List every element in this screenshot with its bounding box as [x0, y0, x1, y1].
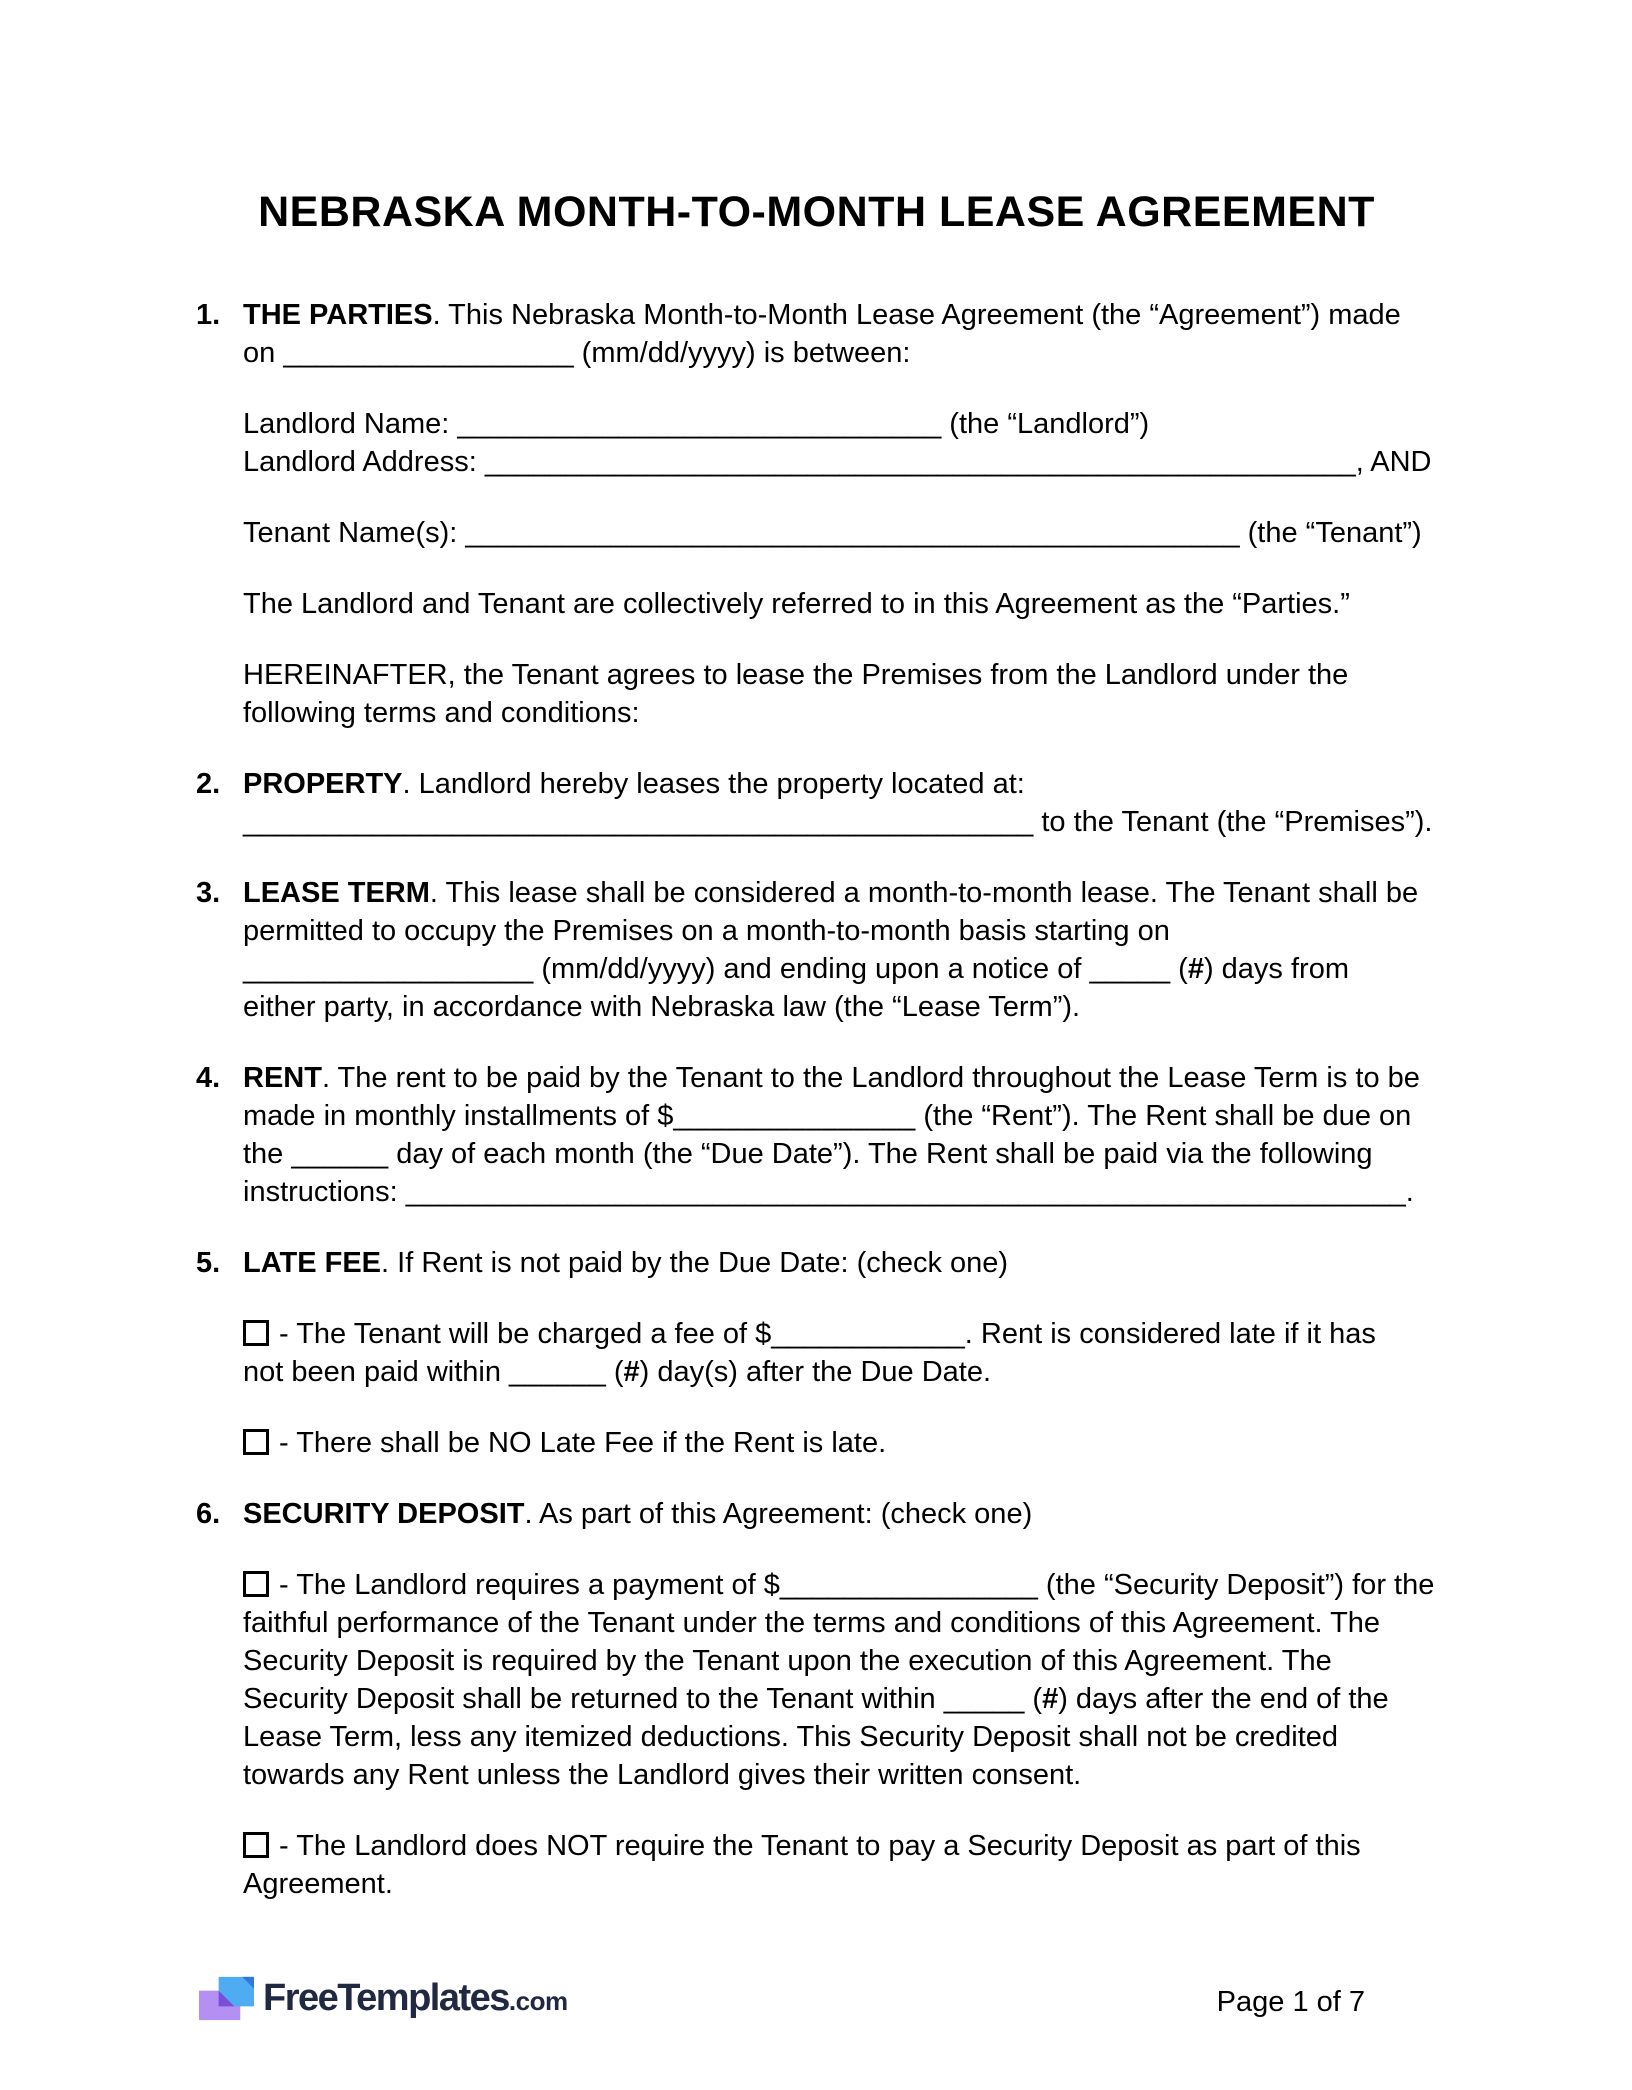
text-run: Landlord Address: ______________________________________________________, AND — [243, 446, 1432, 478]
text-run: on __________________ (mm/dd/yyyy) is between: — [243, 337, 911, 369]
text-run: . This Nebraska Month-to-Month Lease Agreement (the “Agreement”) made — [432, 299, 1401, 331]
text-run: instructions: ______________________________________________________________. — [243, 1176, 1414, 1208]
text-run: Security Deposit shall be returned to the Tenant within _____ ( — [243, 1683, 1043, 1715]
section-number: 1. — [196, 299, 221, 331]
text-run: - The Tenant will be charged a fee of $____________. Rent is considered late if it has — [279, 1318, 1376, 1350]
paragraph — [243, 874, 1437, 1026]
text-line — [243, 1173, 1437, 1211]
section-body — [243, 765, 1437, 841]
text-line — [243, 1604, 1437, 1642]
text-run: LEASE TERM — [243, 877, 430, 909]
section-body — [243, 296, 1437, 732]
text-run: - There shall be NO Late Fee if the Rent is late. — [279, 1427, 887, 1459]
text-run: made in monthly installments of $_______________ (the “Rent”). The Rent shall be due on — [243, 1100, 1412, 1132]
section-1 — [196, 296, 1437, 732]
text-line — [243, 1642, 1437, 1680]
text-run: __________________ (mm/dd/yyyy) and ending upon a notice of _____ ( — [243, 953, 1188, 985]
text-run: Lease Term, less any itemized deductions. This Security Deposit shall not be credited — [243, 1721, 1339, 1753]
text-run: PROPERTY — [243, 768, 403, 800]
text-run: Agreement. — [243, 1868, 393, 1900]
checkbox[interactable] — [243, 1832, 269, 1858]
text-run: _________________________________________________ to the Tenant (the “Premises”). — [243, 806, 1433, 838]
page-indicator: Page 1 of 7 — [1216, 1986, 1365, 2018]
section-body — [243, 1059, 1437, 1211]
text-line — [243, 296, 1437, 334]
paragraph — [243, 514, 1437, 552]
text-line — [243, 1718, 1437, 1756]
section-number: 4. — [196, 1062, 221, 1094]
text-run: LATE FEE — [243, 1247, 382, 1279]
text-run: # — [1042, 1683, 1059, 1715]
text-line — [243, 1865, 1437, 1903]
text-line — [243, 1756, 1437, 1794]
paragraph — [243, 405, 1437, 481]
text-run: ) day(s) after the Due Date. — [639, 1356, 992, 1388]
text-run: permitted to occupy the Premises on a month-to-month basis starting on — [243, 915, 1170, 947]
section-number: 5. — [196, 1247, 221, 1279]
section-body — [243, 1244, 1437, 1462]
section-number: 2. — [196, 768, 221, 800]
document-sections — [196, 296, 1437, 1903]
text-line — [243, 656, 1437, 694]
text-run: either party, in accordance with Nebraska law (the “Lease Term”). — [243, 991, 1081, 1023]
paragraph — [243, 656, 1437, 732]
text-run: - The Landlord requires a payment of $________________ (the “Security Deposit”) for the — [279, 1569, 1435, 1601]
section-body — [243, 1495, 1437, 1903]
text-run: . As part of this Agreement: (check one) — [524, 1498, 1033, 1530]
text-line — [243, 874, 1437, 912]
text-run: towards any Rent unless the Landlord gives their written consent. — [243, 1759, 1082, 1791]
paragraph — [243, 296, 1437, 372]
section-6 — [196, 1495, 1437, 1903]
section-2 — [196, 765, 1437, 841]
text-line — [243, 1059, 1437, 1097]
text-run: HEREINAFTER, the Tenant agrees to lease the Premises from the Landlord under the — [243, 659, 1349, 691]
text-line — [243, 1680, 1437, 1718]
text-line — [243, 950, 1437, 988]
text-run: # — [623, 1356, 640, 1388]
text-run: not been paid within ______ ( — [243, 1356, 624, 1388]
text-line — [243, 1424, 1437, 1462]
paragraph — [243, 1244, 1437, 1282]
text-run: faithful performance of the Tenant under the terms and conditions of this Agreement. The — [243, 1607, 1381, 1639]
paragraph — [243, 1495, 1437, 1533]
text-run: the ______ day of each month (the “Due Date”). The Rent shall be paid via the following — [243, 1138, 1373, 1170]
text-line — [243, 1827, 1437, 1865]
text-line — [243, 1097, 1437, 1135]
text-line — [243, 694, 1437, 732]
brand-text — [263, 1977, 568, 2020]
brand-logo — [199, 1976, 568, 2021]
text-line — [243, 1315, 1437, 1353]
paragraph — [243, 585, 1437, 623]
text-run: Tenant Name(s): ________________________________________________ (the “Tenant”) — [243, 517, 1422, 549]
text-run: . If Rent is not paid by the Due Date: (check one) — [381, 1247, 1009, 1279]
text-line — [243, 334, 1437, 372]
freetemplates-logo-icon — [199, 1976, 254, 2021]
text-line — [243, 405, 1437, 443]
section-5 — [196, 1244, 1437, 1462]
paragraph — [243, 765, 1437, 841]
text-run: ) days from — [1203, 953, 1349, 985]
section-number: 6. — [196, 1498, 221, 1530]
lease-agreement-document — [196, 0, 1437, 1903]
checkbox-paragraph — [243, 1827, 1437, 1903]
text-run: Security Deposit is required by the Tenant upon the execution of this Agreement. The — [243, 1645, 1332, 1677]
checkbox[interactable] — [243, 1320, 269, 1346]
text-line — [243, 1353, 1437, 1391]
text-run: following terms and conditions: — [243, 697, 640, 729]
text-line — [243, 912, 1437, 950]
text-line — [243, 1495, 1437, 1533]
text-run: Landlord Name: ______________________________ (the “Landlord”) — [243, 408, 1150, 440]
paragraph — [243, 1059, 1437, 1211]
text-line — [243, 765, 1437, 803]
checkbox-paragraph — [243, 1566, 1437, 1794]
text-run: THE PARTIES — [243, 299, 433, 331]
section-3 — [196, 874, 1437, 1026]
text-run: The Landlord and Tenant are collectively referred to in this Agreement as the “Parties.” — [243, 588, 1350, 620]
text-line — [243, 514, 1437, 552]
checkbox[interactable] — [243, 1571, 269, 1597]
text-run: . This lease shall be considered a month-to-month lease. The Tenant shall be — [429, 877, 1419, 909]
checkbox-paragraph — [243, 1424, 1437, 1462]
text-run: . The rent to be paid by the Tenant to the Landlord throughout the Lease Term is to be — [321, 1062, 1420, 1094]
section-4 — [196, 1059, 1437, 1211]
text-run: ) days after the end of the — [1058, 1683, 1389, 1715]
brand-suffix: .com — [508, 1986, 568, 2016]
section-number: 3. — [196, 877, 221, 909]
text-line — [243, 803, 1437, 841]
text-run: # — [1187, 953, 1204, 985]
text-line — [243, 988, 1437, 1026]
text-line — [243, 1135, 1437, 1173]
text-line — [243, 1244, 1437, 1282]
text-run: . Landlord hereby leases the property located at: — [402, 768, 1025, 800]
document-title: NEBRASKA MONTH-TO-MONTH LEASE AGREEMENT — [258, 188, 1375, 236]
text-line — [243, 443, 1437, 481]
checkbox[interactable] — [243, 1429, 269, 1455]
brand-name: FreeTemplates — [263, 1977, 509, 2019]
text-line — [243, 585, 1437, 623]
text-run: - The Landlord does NOT require the Tenant to pay a Security Deposit as part of this — [279, 1830, 1361, 1862]
checkbox-paragraph — [243, 1315, 1437, 1391]
text-line — [243, 1566, 1437, 1604]
text-run: SECURITY DEPOSIT — [243, 1498, 525, 1530]
page-footer — [199, 1976, 1632, 2056]
section-body — [243, 874, 1437, 1026]
text-run: RENT — [243, 1062, 322, 1094]
